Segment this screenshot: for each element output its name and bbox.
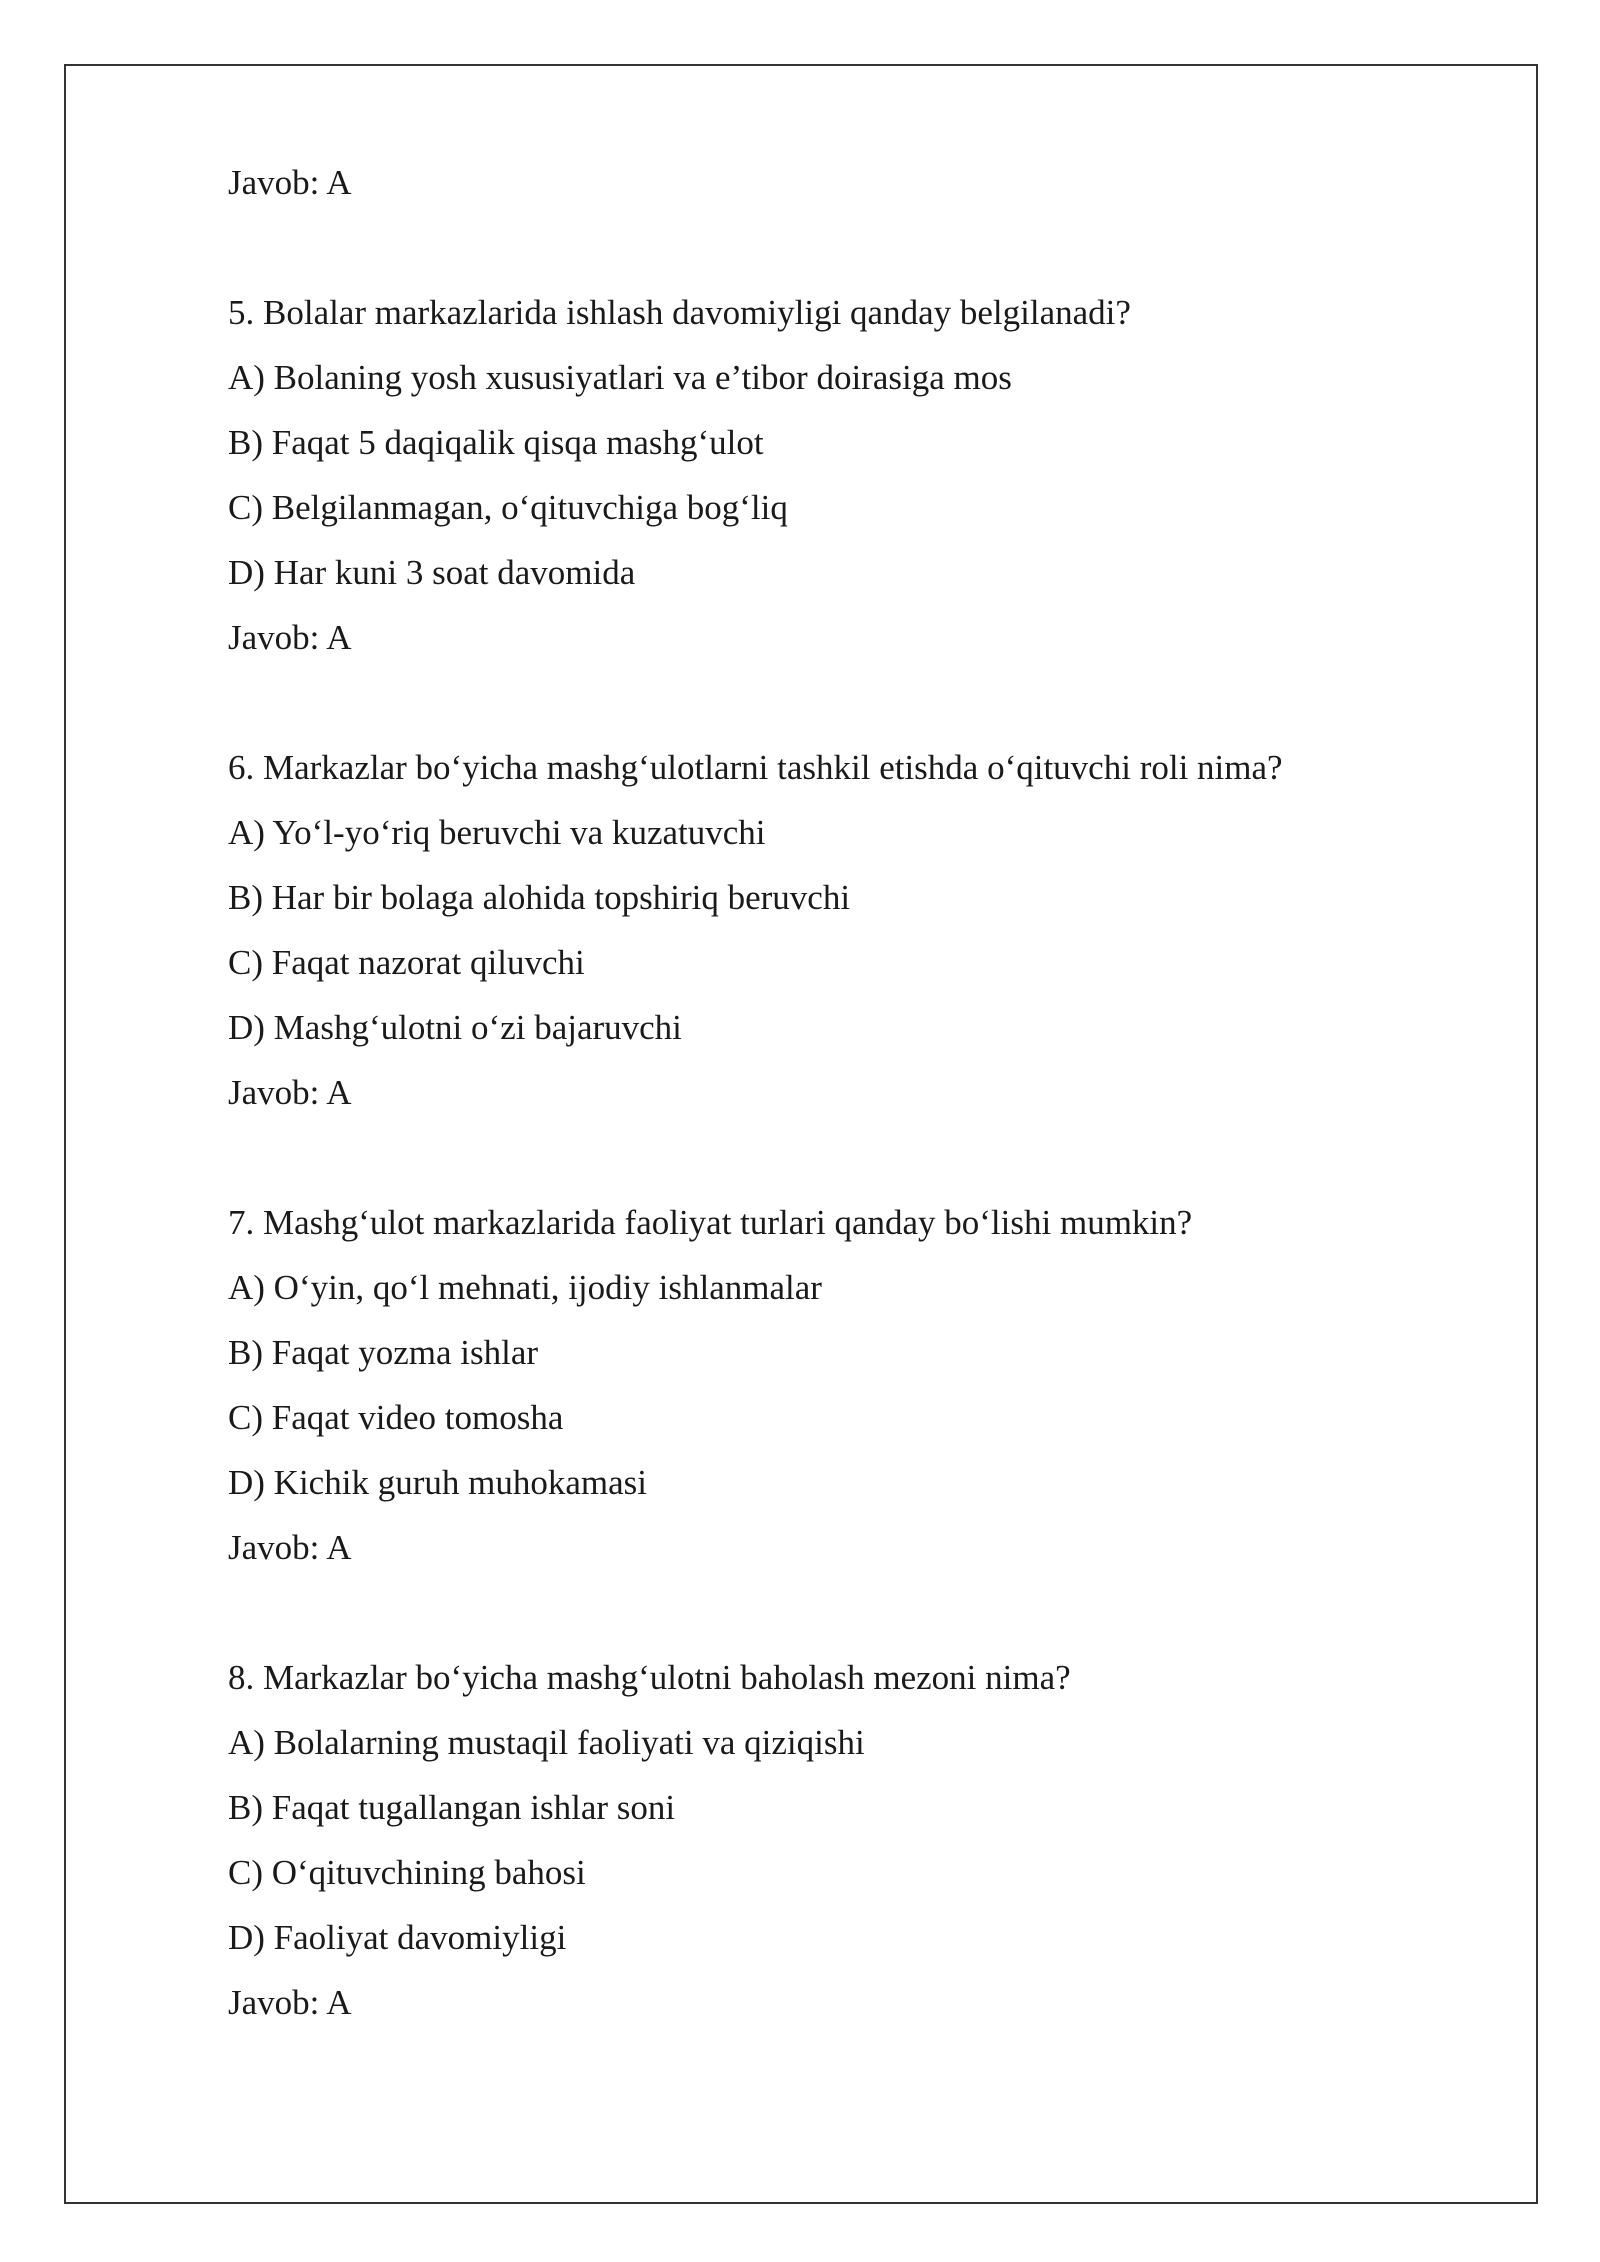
spacer <box>228 1580 1448 1645</box>
option-d: D) Mashg‘ulotni o‘zi bajaruvchi <box>228 1008 682 1047</box>
document-content <box>228 150 1448 2035</box>
question-text: 6. Markazlar bo‘yicha mashg‘ulotlarni tashkil etishda o‘qituvchi roli nima? <box>228 748 1283 787</box>
answer-line: Javob: A <box>228 1528 352 1567</box>
option-b: B) Faqat yozma ishlar <box>228 1333 539 1372</box>
question-block <box>228 1190 1448 1580</box>
question-text: 8. Markazlar bo‘yicha mashg‘ulotni baholash mezoni nima? <box>228 1658 1071 1697</box>
option-b: B) Faqat 5 daqiqalik qisqa mashg‘ulot <box>228 423 764 462</box>
option-c: C) Belgilanmagan, o‘qituvchiga bog‘liq <box>228 488 788 527</box>
answer-line: Javob: A <box>228 618 352 657</box>
question-text: 7. Mashg‘ulot markazlarida faoliyat turlari qanday bo‘lishi mumkin? <box>228 1203 1193 1242</box>
option-b: B) Har bir bolaga alohida topshiriq beruvchi <box>228 878 851 917</box>
question-block <box>228 735 1448 1125</box>
option-b: B) Faqat tugallangan ishlar soni <box>228 1788 676 1827</box>
option-a: A) Bolalarning mustaqil faoliyati va qiziqishi <box>228 1723 865 1762</box>
option-c: C) O‘qituvchining bahosi <box>228 1853 586 1892</box>
option-d: D) Faoliyat davomiyligi <box>228 1918 567 1957</box>
question-text: 5. Bolalar markazlarida ishlash davomiyligi qanday belgilanadi? <box>228 293 1131 332</box>
answer-line: Javob: A <box>228 1983 352 2022</box>
question-block <box>228 1645 1448 2035</box>
option-a: A) O‘yin, qo‘l mehnati, ijodiy ishlanmalar <box>228 1268 822 1307</box>
spacer <box>228 215 1448 280</box>
answer-line: Javob: A <box>228 163 352 202</box>
option-a: A) Bolaning yosh xususiyatlari va e’tibor doirasiga mos <box>228 358 1012 397</box>
option-d: D) Kichik guruh muhokamasi <box>228 1463 647 1502</box>
option-c: C) Faqat video tomosha <box>228 1398 564 1437</box>
option-c: C) Faqat nazorat qiluvchi <box>228 943 585 982</box>
spacer <box>228 1125 1448 1190</box>
answer-line: Javob: A <box>228 1073 352 1112</box>
option-a: A) Yo‘l-yo‘riq beruvchi va kuzatuvchi <box>228 813 766 852</box>
question-block <box>228 280 1448 670</box>
option-d: D) Har kuni 3 soat davomida <box>228 553 636 592</box>
spacer <box>228 670 1448 735</box>
